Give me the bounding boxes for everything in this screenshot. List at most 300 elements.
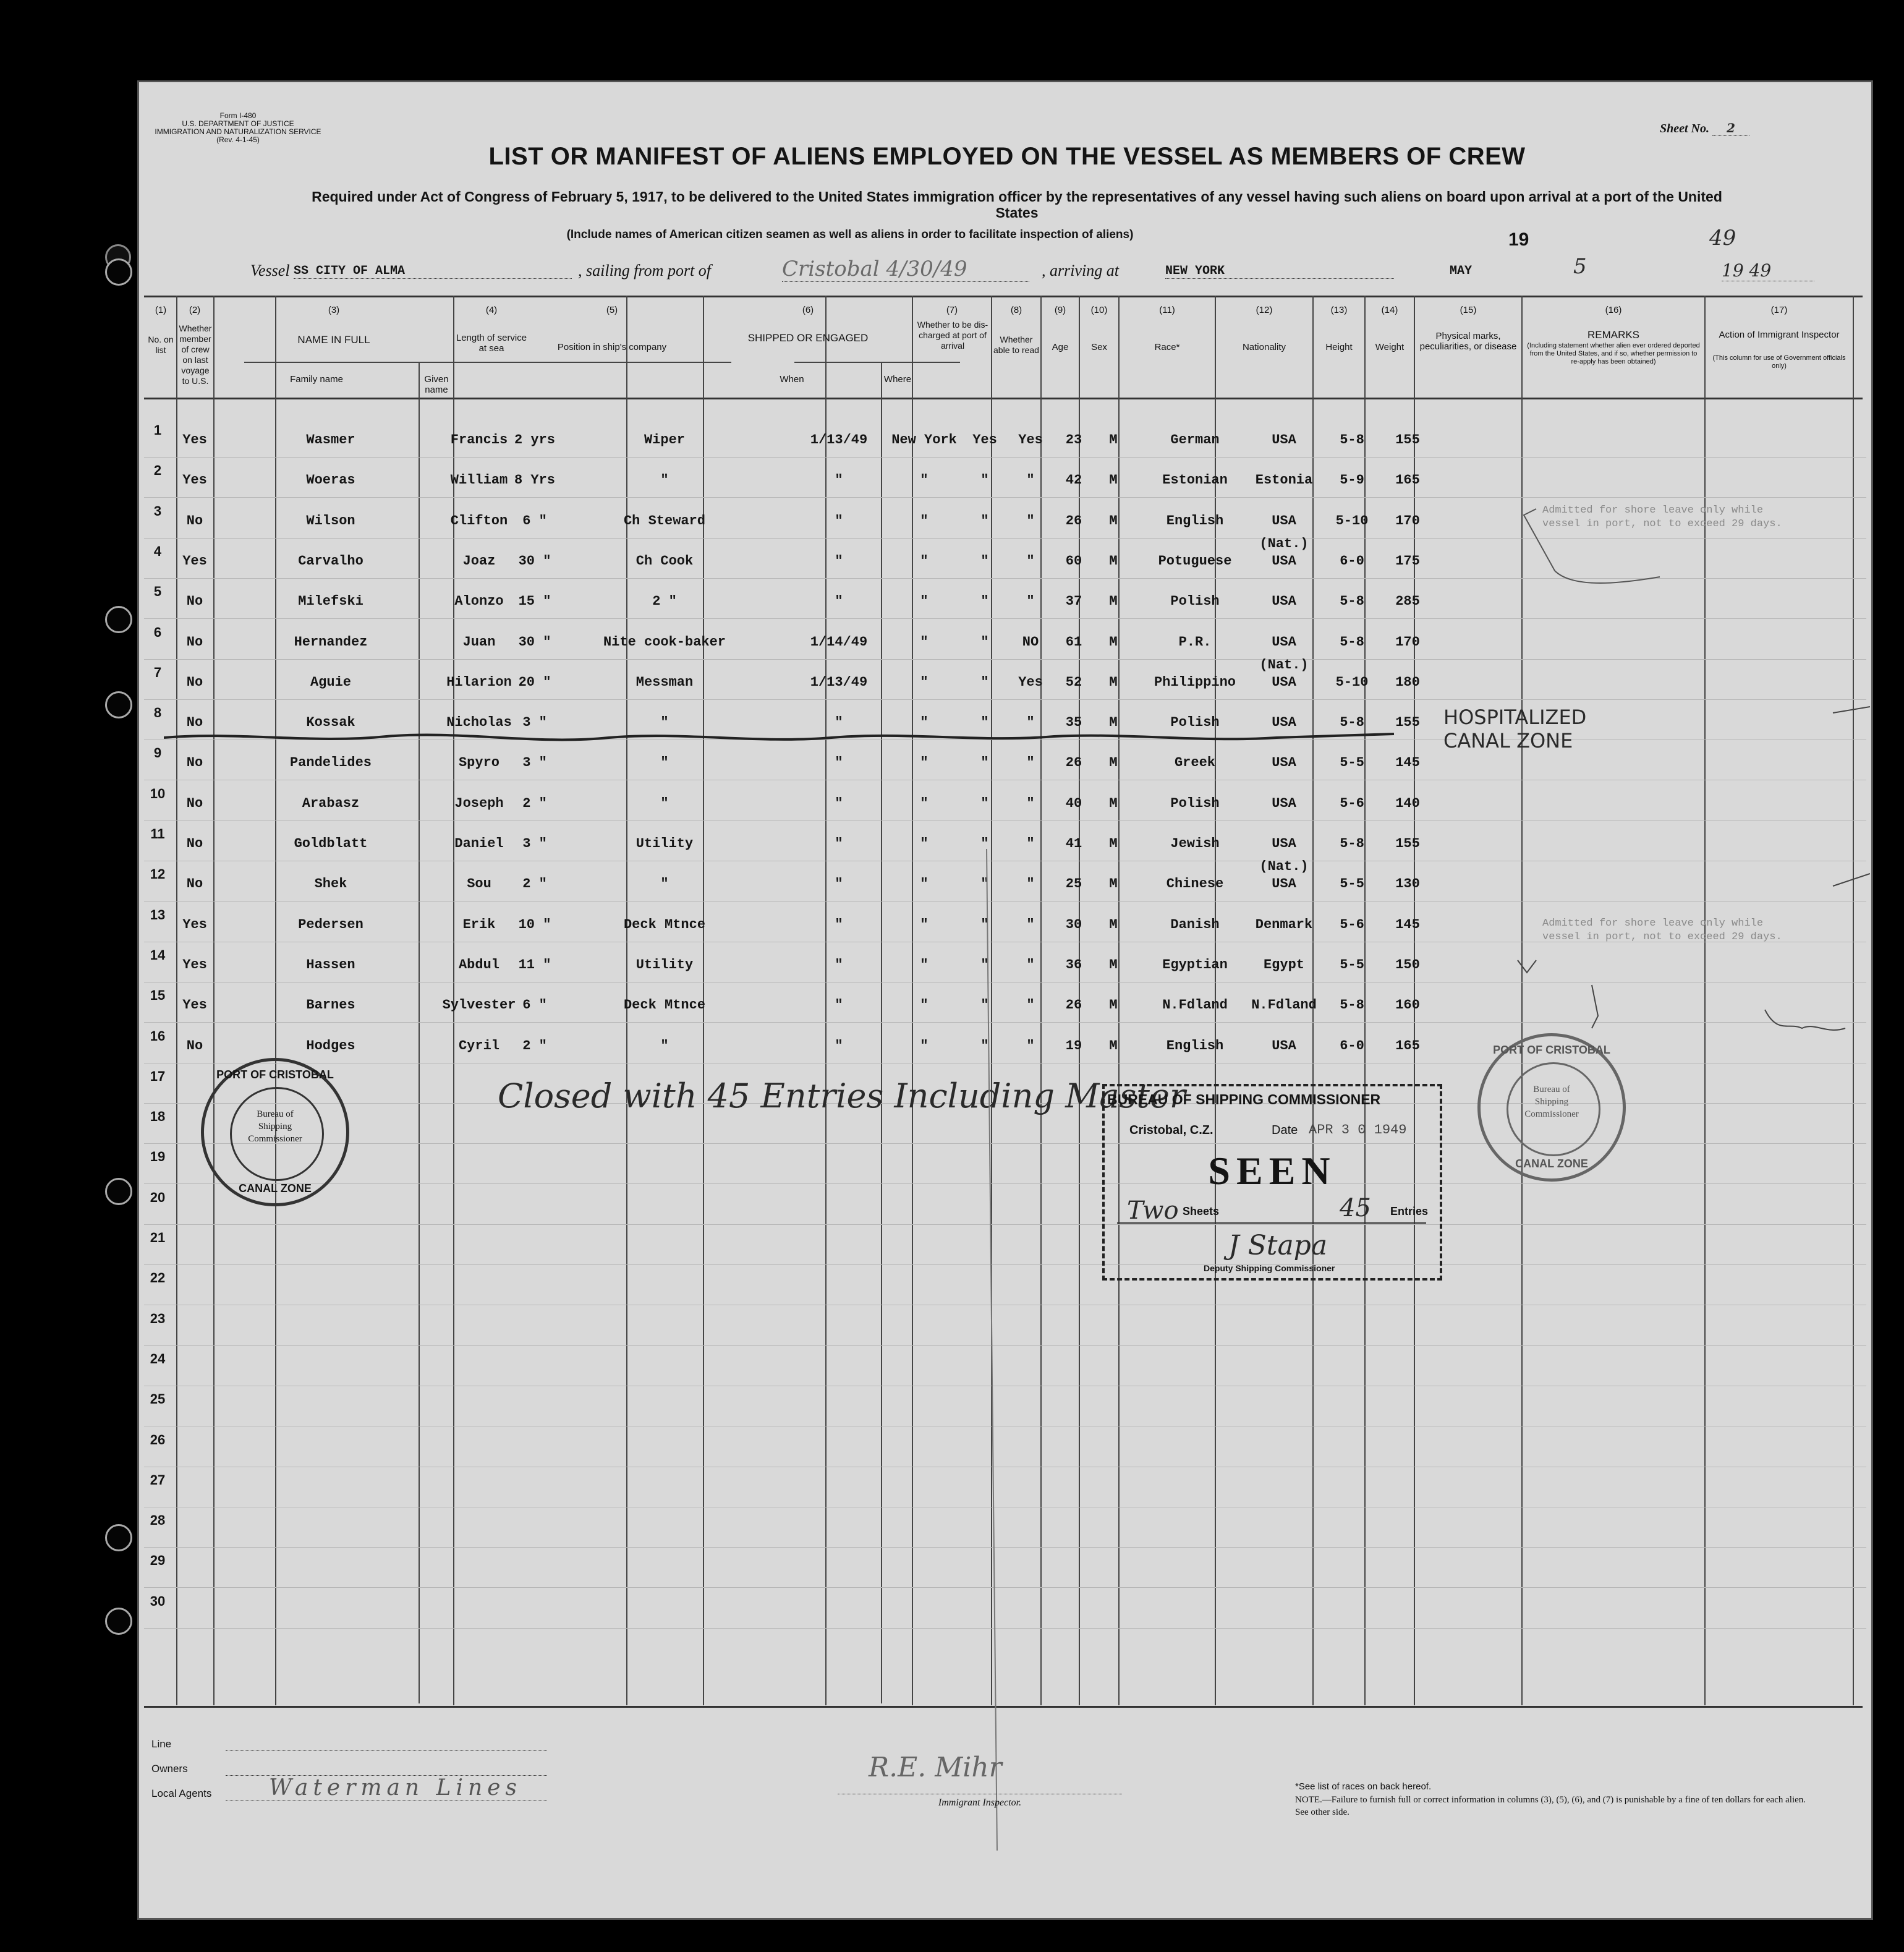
cell-age: 36 [1065, 957, 1082, 973]
table-row-empty [139, 1391, 1870, 1422]
cell-member: Yes [182, 553, 207, 569]
footer-line-rule [226, 1750, 547, 1751]
cell-race: German [1170, 432, 1220, 448]
year-hand: 49 [1709, 226, 1736, 250]
hdr-n11: (11) [1159, 305, 1175, 315]
hdr-n13: (13) [1330, 305, 1348, 315]
cell-no: 8 [153, 705, 162, 721]
fine-note-label: NOTE. [1295, 1795, 1322, 1805]
cell-read: " [1026, 876, 1035, 892]
hdr-age: Age [1052, 342, 1069, 352]
shipped-subheader-rule [794, 362, 960, 363]
hdr-n14: (14) [1381, 305, 1398, 315]
cell-read: " [1026, 957, 1035, 973]
cell-position: Messman [635, 674, 694, 690]
row-rule [144, 1547, 1866, 1548]
closed-entries-note: Closed with 45 Entries Including Master [498, 1076, 1186, 1115]
cell-sex: M [1109, 634, 1118, 650]
cell-no: 29 [150, 1553, 166, 1569]
hdr-n15: (15) [1460, 305, 1477, 315]
cell-given: Alonzo [454, 594, 504, 610]
cell-discharged: " [980, 674, 989, 690]
cell-discharged: " [980, 836, 989, 851]
cell-position: Deck Mtnce [623, 916, 706, 932]
arriving-port: NEW YORK [1165, 264, 1394, 279]
round-stamp-right-top: PORT OF CRISTOBAL [1493, 1044, 1610, 1056]
cell-age: 40 [1065, 795, 1082, 811]
round-stamp-right [1477, 1033, 1626, 1182]
round-stamp-right-inner-3: Commissioner [1524, 1109, 1579, 1119]
round-stamp-left-inner [232, 1108, 318, 1145]
punch-hole [105, 1524, 132, 1551]
cell-weight: 285 [1395, 594, 1420, 610]
seen-stamp-date-label: Date [1272, 1123, 1298, 1137]
cell-nationality: USA [1272, 795, 1296, 811]
service: IMMIGRATION AND NATURALIZATION SERVICE [155, 127, 321, 136]
cell-position: Deck Mtnce [623, 997, 706, 1013]
cell-read: " [1026, 594, 1035, 610]
cell-no: 27 [150, 1472, 166, 1488]
cell-race: Jewish [1170, 836, 1220, 851]
cell-sex: M [1109, 916, 1118, 932]
cell-when: " [835, 916, 843, 932]
cell-sex: M [1109, 674, 1118, 690]
cell-no: 24 [150, 1350, 166, 1366]
cell-length: 8 Yrs [514, 472, 555, 488]
cell-length: 2 " [522, 1038, 547, 1054]
cell-member: No [186, 513, 203, 529]
table-row-empty [139, 1230, 1870, 1261]
cell-when: 1/13/49 [810, 432, 868, 448]
cell-age: 35 [1065, 715, 1082, 731]
cell-family: Hassen [306, 957, 355, 973]
cell-weight: 170 [1395, 634, 1420, 650]
cell-age: 25 [1065, 876, 1082, 892]
cell-read: " [1026, 997, 1035, 1013]
cell-age: 26 [1065, 513, 1082, 529]
cell-when: " [835, 472, 843, 488]
cell-given: Sylvester [442, 997, 516, 1013]
cell-height: 5-8 [1340, 594, 1364, 610]
cell-length: 3 " [522, 836, 547, 851]
cell-discharged: Yes [972, 432, 997, 448]
name-subheader-rule [244, 362, 731, 363]
cell-nationality: Egypt [1263, 957, 1304, 973]
hdr-n10: (10) [1090, 305, 1108, 315]
cell-no: 7 [153, 664, 162, 680]
fine-note-text: —Failure to furnish full or correct information in columns (3), (5), (6), and (7) is punishable by a fine of ten dollars for each alien. See other side. [1295, 1795, 1806, 1817]
cell-no: 23 [150, 1310, 166, 1326]
cell-nationality: USA [1272, 715, 1296, 731]
cell-discharged: " [980, 715, 989, 731]
cell-sex: M [1109, 594, 1118, 610]
cell-member: No [186, 755, 203, 771]
hdr-sex: Sex [1091, 342, 1107, 352]
hdr-physical: Physical marks, peculiarities, or disease [1419, 331, 1517, 352]
cell-read: " [1026, 755, 1035, 771]
seen-stamp-sheets-label: Sheets [1183, 1205, 1220, 1217]
cell-sex: M [1109, 755, 1118, 771]
hdr-height: Height [1325, 342, 1353, 352]
cell-when: " [835, 553, 843, 569]
cell-position: Ch Steward [623, 513, 706, 529]
hdr-action: Action of Immigrant Inspector [1719, 330, 1840, 340]
cell-position: " [660, 715, 669, 731]
hdr-family-name: Family name [290, 374, 343, 385]
cell-height: 5-9 [1340, 472, 1364, 488]
table-row-empty [139, 1310, 1870, 1342]
hdr-length-service: Length of service at sea [456, 333, 527, 354]
cell-given: Juan [462, 634, 496, 650]
hdr-where: Where [883, 374, 912, 385]
row-rule [144, 1587, 1866, 1588]
cell-member: Yes [182, 997, 207, 1013]
cell-height: 5-5 [1340, 876, 1364, 892]
cell-position: Wiper [644, 432, 685, 448]
header-bottom-rule [144, 398, 1863, 399]
cell-sex: M [1109, 432, 1118, 448]
cell-height: 5-6 [1340, 795, 1364, 811]
cell-given: Hilarion [446, 674, 512, 690]
cell-sex: M [1109, 472, 1118, 488]
cell-nationality: USA [1272, 513, 1296, 529]
cell-age: 61 [1065, 634, 1082, 650]
cell-family: Milefski [298, 594, 363, 610]
hdr-n8: (8) [1010, 305, 1022, 315]
cell-length: 30 " [518, 634, 551, 650]
hdr-n16: (16) [1605, 305, 1622, 315]
cell-no: 3 [153, 503, 162, 519]
table-row-empty [139, 1431, 1870, 1463]
cell-position: " [660, 876, 669, 892]
cell-length: 6 " [522, 513, 547, 529]
sheet-label: Sheet No. [1660, 122, 1709, 135]
cell-no: 10 [150, 785, 166, 801]
row-8-strikethrough [164, 725, 1400, 750]
hdr-n17: (17) [1770, 305, 1788, 315]
hdr-n2: (2) [189, 305, 201, 315]
table-row-empty [139, 1350, 1870, 1382]
cell-weight: 170 [1395, 513, 1420, 529]
round-stamp-right-bottom: CANAL ZONE [1515, 1157, 1588, 1170]
cell-naturalized: (Nat.) [1259, 657, 1309, 673]
cell-weight: 180 [1395, 674, 1420, 690]
round-stamp-left-bottom: CANAL ZONE [239, 1182, 312, 1195]
cell-family: Shek [314, 876, 347, 892]
cell-position: Utility [635, 957, 694, 973]
cell-where: " [920, 715, 929, 731]
cell-sex: M [1109, 553, 1118, 569]
cell-no: 2 [153, 462, 162, 479]
cell-where: " [920, 916, 929, 932]
cell-nationality: USA [1272, 1038, 1296, 1054]
cell-height: 6-0 [1340, 553, 1364, 569]
cell-no: 9 [153, 745, 162, 761]
row-rule [144, 1264, 1866, 1265]
punch-hole [105, 606, 132, 633]
cell-where: New York [891, 432, 957, 448]
inspector-signature: R.E. Mihr [869, 1752, 1002, 1783]
arrival-month: MAY [1450, 264, 1473, 278]
cell-age: 52 [1065, 674, 1082, 690]
cell-height: 5-6 [1340, 916, 1364, 932]
cell-when: " [835, 1038, 843, 1054]
cell-no: 11 [150, 826, 165, 842]
cell-position: Utility [635, 836, 694, 851]
cell-when: " [835, 836, 843, 851]
seen-stamp-place: Cristobal, C.Z. [1129, 1123, 1213, 1137]
cell-position: " [660, 1038, 669, 1054]
cell-race: Potuguese [1158, 553, 1232, 569]
cell-family: Kossak [306, 715, 355, 731]
arriving-label: , arriving at [1042, 262, 1119, 279]
cell-given: Sou [467, 876, 491, 892]
row-rule [144, 1345, 1866, 1346]
cell-nationality: USA [1272, 553, 1296, 569]
cell-no: 28 [150, 1512, 166, 1528]
cell-nationality: USA [1272, 674, 1296, 690]
revision: (Rev. 4-1-45) [216, 135, 260, 144]
cell-sex: M [1109, 997, 1118, 1013]
cell-member: No [186, 594, 203, 610]
cell-position: Ch Cook [635, 553, 694, 569]
cell-age: 42 [1065, 472, 1082, 488]
cell-height: 5-8 [1340, 634, 1364, 650]
cell-naturalized: (Nat.) [1259, 535, 1309, 552]
cell-age: 26 [1065, 755, 1082, 771]
cell-given: Francis [450, 432, 508, 448]
cell-read: " [1026, 916, 1035, 932]
row-rule [144, 1224, 1866, 1225]
hdr-n9: (9) [1054, 305, 1066, 315]
cell-family: Woeras [306, 472, 355, 488]
cell-weight: 140 [1395, 795, 1420, 811]
cell-height: 5-8 [1340, 432, 1364, 448]
hdr-nationality: Nationality [1242, 342, 1286, 352]
table-row-empty [139, 1593, 1870, 1624]
cell-discharged: " [980, 634, 989, 650]
cell-member: No [186, 674, 203, 690]
cell-length: 3 " [522, 715, 547, 731]
page-title: LIST OR MANIFEST OF ALIENS EMPLOYED ON THE VESSEL AS MEMBERS OF CREW [488, 143, 1526, 170]
cell-sex: M [1109, 876, 1118, 892]
cell-race: Chinese [1166, 876, 1224, 892]
cell-no: 5 [153, 584, 162, 600]
cell-length: 2 " [522, 795, 547, 811]
cell-given: Cyril [458, 1038, 499, 1054]
cell-family: Wilson [306, 513, 355, 529]
cell-age: 23 [1065, 432, 1082, 448]
cell-length: 3 " [522, 755, 547, 771]
cell-where: " [920, 876, 929, 892]
cell-given: Clifton [450, 513, 508, 529]
cell-discharged: " [980, 916, 989, 932]
cell-discharged: " [980, 513, 989, 529]
cell-no: 21 [150, 1230, 166, 1245]
cell-height: 5-8 [1340, 836, 1364, 851]
round-stamp-right-inner [1509, 1083, 1594, 1120]
cell-when: " [835, 997, 843, 1013]
cell-length: 30 " [518, 553, 551, 569]
seen-stamp-heading: BUREAU OF SHIPPING COMMISSIONER [1107, 1091, 1381, 1107]
cell-no: 20 [150, 1189, 166, 1205]
cell-when: " [835, 715, 843, 731]
cell-read: NO [1022, 634, 1039, 650]
footer-owners-label: Owners [151, 1763, 188, 1775]
cell-family: Barnes [306, 997, 355, 1013]
cell-where: " [920, 795, 929, 811]
cell-weight: 155 [1395, 432, 1420, 448]
cell-discharged: " [980, 594, 989, 610]
cell-family: Pedersen [298, 916, 363, 932]
cell-family: Wasmer [306, 432, 355, 448]
cell-discharged: " [980, 795, 989, 811]
cell-race: Polish [1170, 715, 1220, 731]
cell-nationality: N.Fdland [1251, 997, 1317, 1013]
cell-sex: M [1109, 795, 1118, 811]
cell-sex: M [1109, 836, 1118, 851]
cell-height: 5-5 [1340, 957, 1364, 973]
cell-position: " [660, 472, 669, 488]
seen-stamp-box [1102, 1084, 1442, 1281]
hdr-name-in-full: NAME IN FULL [297, 334, 370, 346]
cell-discharged: " [980, 1038, 989, 1054]
cell-no: 18 [150, 1109, 166, 1125]
cell-given: Abdul [458, 957, 499, 973]
footer-agents-label: Local Agents [151, 1788, 212, 1799]
cell-height: 5-5 [1340, 755, 1364, 771]
cell-read: " [1026, 1038, 1035, 1054]
cell-where: " [920, 836, 929, 851]
sheet-number [1660, 121, 1749, 136]
cell-given: Erik [462, 916, 496, 932]
cell-discharged: " [980, 957, 989, 973]
cell-where: " [920, 755, 929, 771]
hdr-remarks-note: (Including statement whether alien ever ordered deported from the United States, and if so, whether permission to re-apply has been obtained) [1527, 342, 1700, 365]
cell-member: Yes [182, 957, 207, 973]
cell-read: " [1026, 553, 1035, 569]
round-stamp-left-inner-1: Bureau of [257, 1109, 294, 1119]
sailing-label: , sailing from port of [578, 262, 712, 279]
cell-sex: M [1109, 1038, 1118, 1054]
cell-when: " [835, 795, 843, 811]
hdr-n12: (12) [1256, 305, 1273, 315]
hdr-n6: (6) [802, 305, 814, 315]
cell-member: Yes [182, 432, 207, 448]
cell-weight: 150 [1395, 957, 1420, 973]
year-prefix: 19 [1508, 229, 1529, 250]
hdr-no-on-list: No. on list [148, 335, 174, 355]
cell-race: Polish [1170, 594, 1220, 610]
sailing-port: Cristobal 4/30/49 [782, 257, 1029, 282]
cell-when: 1/13/49 [810, 674, 868, 690]
cell-family: Carvalho [298, 553, 363, 569]
hdr-race: Race* [1154, 342, 1180, 352]
cell-member: No [186, 836, 203, 851]
cell-nationality: USA [1272, 836, 1296, 851]
cell-discharged: " [980, 997, 989, 1013]
cell-where: " [920, 957, 929, 973]
cell-position: " [660, 795, 669, 811]
cell-weight: 155 [1395, 715, 1420, 731]
admitted-stamp-1: Admitted for shore leave only while vessel in port, not to exceed 29 days. [1542, 505, 1782, 530]
cell-position: " [660, 755, 669, 771]
cell-where: " [920, 634, 929, 650]
footer [139, 1727, 1873, 1912]
cell-length: 15 " [518, 594, 551, 610]
cell-family: Hodges [306, 1038, 355, 1054]
cell-where: " [920, 1038, 929, 1054]
cell-where: " [920, 513, 929, 529]
hdr-whether-member: Whether member of crew on last voyage to U.S. [179, 323, 212, 386]
cell-given: Daniel [454, 836, 504, 851]
seen-stamp-date: APR 3 0 1949 [1309, 1122, 1407, 1138]
cell-length: 10 " [518, 916, 551, 932]
round-stamp-right-inner-1: Bureau of [1533, 1085, 1570, 1094]
hdr-n7: (7) [946, 305, 958, 315]
races-note: *See list of races on back hereof. [1295, 1781, 1432, 1792]
cell-member: No [186, 795, 203, 811]
cell-nationality: USA [1272, 755, 1296, 771]
cell-where: " [920, 594, 929, 610]
manifest-sheet [137, 80, 1873, 1920]
cell-no: 19 [150, 1149, 166, 1165]
table-row [139, 422, 1870, 453]
cell-height: 5-10 [1335, 674, 1369, 690]
cell-nationality: USA [1272, 876, 1296, 892]
hdr-able-read: Whether able to read [993, 335, 1039, 355]
cell-discharged: " [980, 876, 989, 892]
punch-hole [105, 1178, 132, 1205]
cell-race: Polish [1170, 795, 1220, 811]
hospitalized-text: HOSPITALIZED [1443, 705, 1587, 729]
cell-no: 22 [150, 1270, 166, 1286]
cell-race: Danish [1170, 916, 1220, 932]
cell-sex: M [1109, 957, 1118, 973]
round-stamp-left-inner-2: Shipping [258, 1122, 292, 1132]
row-rule [144, 1183, 1866, 1184]
cell-given: Spyro [458, 755, 499, 771]
cell-read: " [1026, 836, 1035, 851]
inspector-label: Immigrant Inspector. [938, 1797, 1022, 1808]
seen-stamp-signature: J Stapa [1228, 1230, 1328, 1261]
footer-agents-rule [226, 1800, 547, 1801]
cell-read: " [1026, 472, 1035, 488]
cell-no: 12 [150, 866, 166, 882]
cell-family: Goldblatt [294, 836, 368, 851]
cell-race: English [1166, 1038, 1224, 1054]
act-statement: Required under Act of Congress of February 5, 1917, to be delivered to the United States immigration officer by the representatives of any vessel having such aliens on board upon arrival at a port of the United States [312, 189, 1722, 221]
seen-stamp-seen: SEEN [1208, 1149, 1337, 1193]
table-row-empty [139, 1270, 1870, 1301]
cell-age: 41 [1065, 836, 1082, 851]
cell-no: 13 [150, 906, 166, 923]
cell-no: 14 [150, 947, 166, 963]
cell-no: 16 [150, 1028, 166, 1044]
cell-no: 17 [150, 1068, 166, 1084]
cell-family: Pandelides [289, 755, 372, 771]
cell-height: 6-0 [1340, 1038, 1364, 1054]
cell-weight: 130 [1395, 876, 1420, 892]
vessel-name: SS CITY OF ALMA [294, 264, 572, 279]
punch-hole [105, 1608, 132, 1635]
cell-member: No [186, 876, 203, 892]
cell-when: " [835, 876, 843, 892]
table-row-empty [139, 1512, 1870, 1543]
cell-family: Hernandez [294, 634, 368, 650]
hdr-when: When [780, 374, 804, 385]
cell-given: William [450, 472, 508, 488]
